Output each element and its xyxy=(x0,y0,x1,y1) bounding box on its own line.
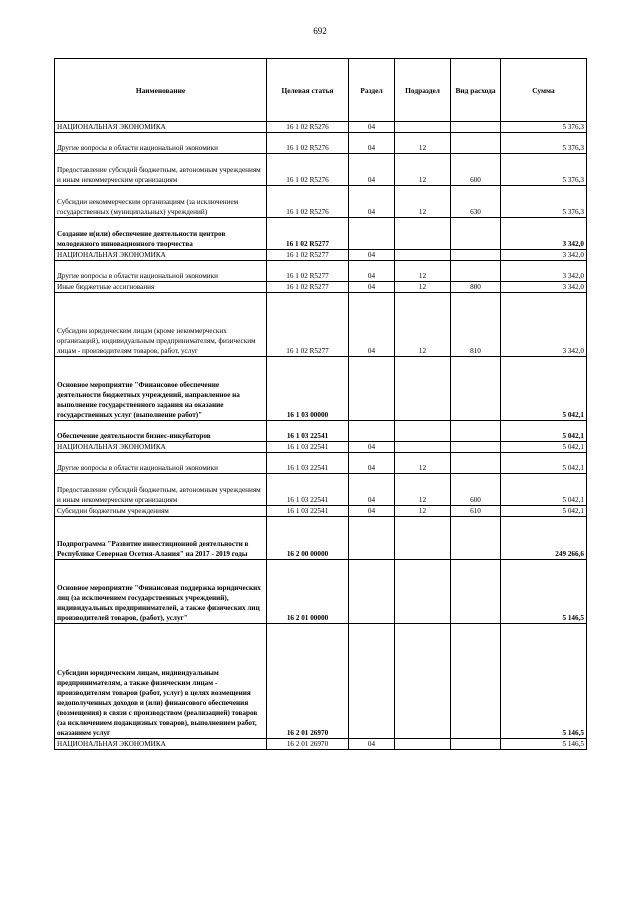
cell-name: НАЦИОНАЛЬНАЯ ЭКОНОМИКА xyxy=(55,442,267,453)
cell-kind xyxy=(451,421,501,442)
cell-sum: 5 146,5 xyxy=(501,560,587,624)
cell-kind xyxy=(451,442,501,453)
cell-sum: 5 042,1 xyxy=(501,453,587,474)
cell-subsection xyxy=(395,517,451,560)
table-header xyxy=(55,59,587,122)
cell-sum: 5 042,1 xyxy=(501,442,587,453)
cell-name: НАЦИОНАЛЬНАЯ ЭКОНОМИКА xyxy=(55,122,267,133)
cell-section: 04 xyxy=(349,133,395,154)
cell-subsection: 12 xyxy=(395,474,451,506)
cell-sum: 5 042,1 xyxy=(501,506,587,517)
cell-code: 16 1 03 22541 xyxy=(267,453,349,474)
header-sum: Сумма xyxy=(501,59,587,122)
cell-section xyxy=(349,421,395,442)
cell-kind: 600 xyxy=(451,154,501,186)
cell-section: 04 xyxy=(349,122,395,133)
cell-subsection: 12 xyxy=(395,154,451,186)
cell-code: 16 1 02 R5276 xyxy=(267,122,349,133)
cell-subsection xyxy=(395,357,451,421)
cell-section xyxy=(349,517,395,560)
cell-subsection xyxy=(395,122,451,133)
header-section: Раздел xyxy=(349,59,395,122)
table-row xyxy=(55,218,587,250)
cell-sum: 3 342,0 xyxy=(501,261,587,282)
cell-code: 16 1 03 22541 xyxy=(267,506,349,517)
table-row xyxy=(55,261,587,282)
cell-section: 04 xyxy=(349,154,395,186)
cell-kind: 630 xyxy=(451,186,501,218)
cell-section: 04 xyxy=(349,474,395,506)
cell-sum: 5 376,3 xyxy=(501,154,587,186)
table-row xyxy=(55,186,587,218)
table-row xyxy=(55,122,587,133)
table-row xyxy=(55,453,587,474)
cell-kind xyxy=(451,624,501,739)
cell-sum: 3 342,0 xyxy=(501,250,587,261)
cell-subsection xyxy=(395,560,451,624)
cell-sum: 3 342,0 xyxy=(501,218,587,250)
table-body xyxy=(55,122,587,750)
header-kind: Вид расхода xyxy=(451,59,501,122)
cell-code: 16 1 02 R5277 xyxy=(267,282,349,293)
table-row xyxy=(55,739,587,750)
table-row xyxy=(55,133,587,154)
cell-kind xyxy=(451,739,501,750)
cell-name: Другие вопросы в области национальной экономики xyxy=(55,261,267,282)
table-row xyxy=(55,624,587,739)
cell-name: Иные бюджетные ассигнования xyxy=(55,282,267,293)
cell-code: 16 2 00 00000 xyxy=(267,517,349,560)
cell-section xyxy=(349,357,395,421)
cell-sum: 3 342,0 xyxy=(501,282,587,293)
cell-section: 04 xyxy=(349,506,395,517)
header-name: Наименование xyxy=(55,59,267,122)
cell-sum: 5 376,3 xyxy=(501,122,587,133)
table-row xyxy=(55,250,587,261)
cell-kind xyxy=(451,560,501,624)
cell-subsection xyxy=(395,739,451,750)
cell-subsection: 12 xyxy=(395,282,451,293)
cell-kind: 810 xyxy=(451,293,501,357)
cell-subsection: 12 xyxy=(395,186,451,218)
cell-code: 16 1 02 R5277 xyxy=(267,250,349,261)
cell-name: Основное мероприятие "Финансовая поддержка юридических лиц (за исключением государственных учреждений), индивидуальных предпринимателей, а также физических лиц производителей товаров, (работ), услуг" xyxy=(55,560,267,624)
cell-code: 16 1 02 R5277 xyxy=(267,261,349,282)
cell-name: Предоставление субсидий бюджетным, автономным учреждениям и иным некоммерческим организациям xyxy=(55,154,267,186)
cell-code: 16 1 03 00000 xyxy=(267,357,349,421)
table-row xyxy=(55,506,587,517)
cell-sum: 3 342,0 xyxy=(501,293,587,357)
cell-kind xyxy=(451,357,501,421)
cell-subsection xyxy=(395,442,451,453)
cell-code: 16 1 02 R5276 xyxy=(267,154,349,186)
cell-kind xyxy=(451,122,501,133)
cell-name: Субсидии юридическим лицам (кроме некоммерческих организаций), индивидуальным предпринимателям, физическим лицам - производителям товаров, работ, услуг xyxy=(55,293,267,357)
cell-code: 16 2 01 26970 xyxy=(267,739,349,750)
cell-subsection xyxy=(395,218,451,250)
header-subsection: Подраздел xyxy=(395,59,451,122)
cell-code: 16 1 03 22541 xyxy=(267,421,349,442)
table-row xyxy=(55,154,587,186)
cell-section xyxy=(349,624,395,739)
cell-subsection: 12 xyxy=(395,293,451,357)
cell-section: 04 xyxy=(349,739,395,750)
header-code: Целевая статья xyxy=(267,59,349,122)
cell-code: 16 1 02 R5276 xyxy=(267,186,349,218)
cell-name: Субсидии бюджетным учреждениям xyxy=(55,506,267,517)
cell-name: Подпрограмма "Развитие инвестиционной деятельности в Республике Северная Осетия-Алания" на 2017 - 2019 годы xyxy=(55,517,267,560)
cell-sum: 249 266,6 xyxy=(501,517,587,560)
table-row xyxy=(55,474,587,506)
cell-subsection: 12 xyxy=(395,133,451,154)
cell-name: Субсидии юридическим лицам, индивидуальным предпринимателям, а также физическим лицам - производителям товаров (работ, услуг) в целях возмещения недополученных доходов и (или) финансового обеспечения (возмещения) в связи с производством (реализацией) товаров (за исключением подакцизных товаров), выполнением работ, оказанием услуг xyxy=(55,624,267,739)
cell-code: 16 1 02 R5276 xyxy=(267,133,349,154)
cell-section: 04 xyxy=(349,293,395,357)
cell-code: 16 2 01 00000 xyxy=(267,560,349,624)
cell-subsection: 12 xyxy=(395,261,451,282)
cell-section: 04 xyxy=(349,453,395,474)
budget-table xyxy=(54,58,587,750)
table-row xyxy=(55,560,587,624)
cell-name: Предоставление субсидий бюджетным, автономным учреждениям и иным некоммерческим организациям xyxy=(55,474,267,506)
cell-subsection xyxy=(395,624,451,739)
cell-sum: 5 376,3 xyxy=(501,133,587,154)
cell-code: 16 1 02 R5277 xyxy=(267,293,349,357)
cell-section: 04 xyxy=(349,186,395,218)
cell-subsection xyxy=(395,250,451,261)
cell-name: Основное мероприятие "Финансовое обеспечение деятельности бюджетных учреждений, направленное на выполнение государственного задания на оказание государственных услуг (выполнение работ)" xyxy=(55,357,267,421)
table-row xyxy=(55,357,587,421)
cell-kind xyxy=(451,250,501,261)
cell-kind xyxy=(451,218,501,250)
table-row xyxy=(55,517,587,560)
cell-name: Создание и(или) обеспечение деятельности центров молодежного инновационного творчества xyxy=(55,218,267,250)
cell-name: НАЦИОНАЛЬНАЯ ЭКОНОМИКА xyxy=(55,250,267,261)
cell-section xyxy=(349,560,395,624)
cell-sum: 5 042,1 xyxy=(501,474,587,506)
cell-name: НАЦИОНАЛЬНАЯ ЭКОНОМИКА xyxy=(55,739,267,750)
cell-section: 04 xyxy=(349,250,395,261)
cell-kind xyxy=(451,453,501,474)
cell-kind: 800 xyxy=(451,282,501,293)
cell-sum: 5 376,3 xyxy=(501,186,587,218)
cell-subsection: 12 xyxy=(395,453,451,474)
cell-sum: 5 146,5 xyxy=(501,739,587,750)
cell-kind: 600 xyxy=(451,474,501,506)
cell-name: Другие вопросы в области национальной экономики xyxy=(55,133,267,154)
cell-sum: 5 042,1 xyxy=(501,421,587,442)
cell-section xyxy=(349,218,395,250)
cell-kind: 610 xyxy=(451,506,501,517)
cell-code: 16 1 03 22541 xyxy=(267,474,349,506)
cell-section: 04 xyxy=(349,282,395,293)
cell-name: Другие вопросы в области национальной экономики xyxy=(55,453,267,474)
table-row xyxy=(55,421,587,442)
table-row xyxy=(55,442,587,453)
cell-sum: 5 146,5 xyxy=(501,624,587,739)
cell-code: 16 1 02 R5277 xyxy=(267,218,349,250)
page-number: 692 xyxy=(313,26,327,36)
cell-name: Обеспечение деятельности бизнес-инкубаторов xyxy=(55,421,267,442)
cell-sum: 5 042,1 xyxy=(501,357,587,421)
cell-subsection xyxy=(395,421,451,442)
cell-code: 16 1 03 22541 xyxy=(267,442,349,453)
cell-name: Субсидии некоммерческим организациям (за исключением государственных (муниципальных) учреждений) xyxy=(55,186,267,218)
cell-kind xyxy=(451,133,501,154)
cell-subsection: 12 xyxy=(395,506,451,517)
cell-section: 04 xyxy=(349,261,395,282)
cell-section: 04 xyxy=(349,442,395,453)
cell-kind xyxy=(451,517,501,560)
table-row xyxy=(55,293,587,357)
table-row xyxy=(55,282,587,293)
cell-code: 16 2 01 26970 xyxy=(267,624,349,739)
cell-kind xyxy=(451,261,501,282)
